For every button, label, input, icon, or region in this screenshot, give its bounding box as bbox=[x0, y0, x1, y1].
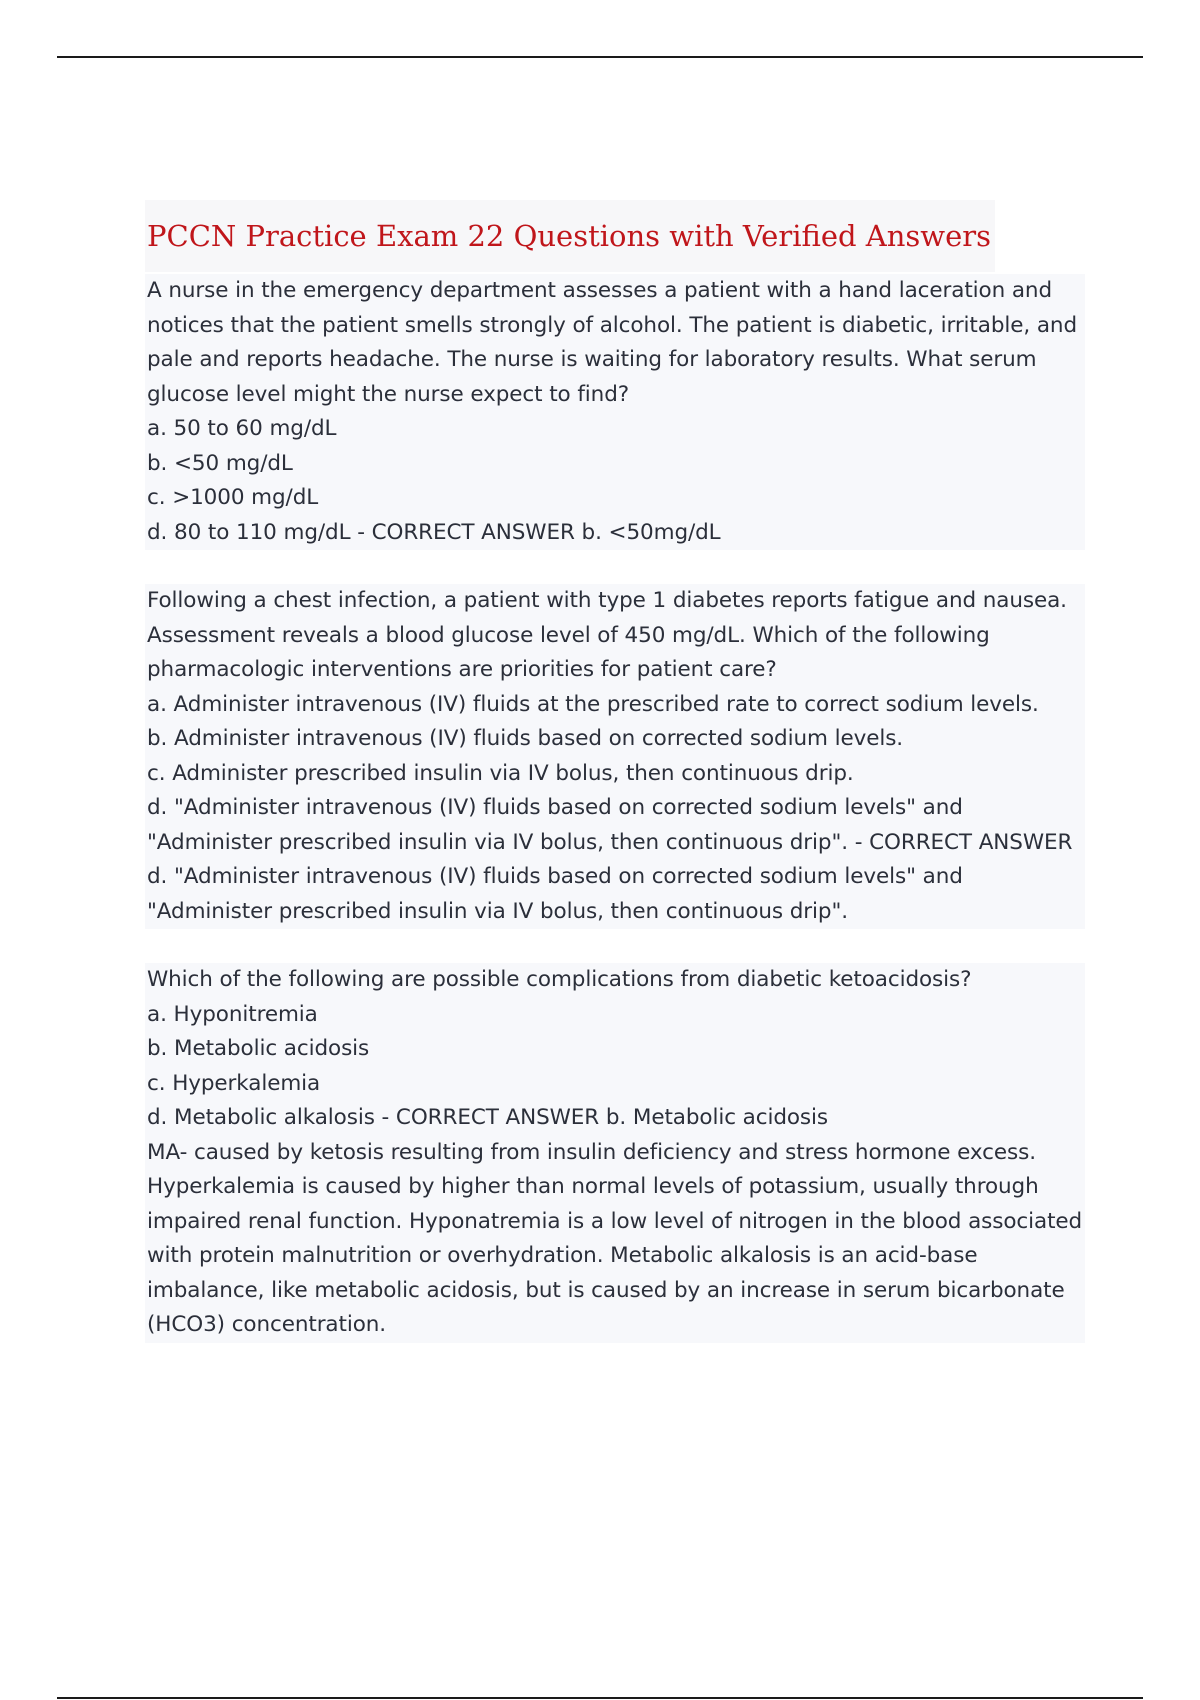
question-stem: A nurse in the emergency department assesses a patient with a hand laceration and notices that the patient smells strongly of alcohol. The patient is diabetic, irritable, and pale and reports headache. The nurse is waiting for laboratory results. What serum glucose level might the nurse expect to find? bbox=[147, 278, 1077, 407]
answer-option: a. Administer intravenous (IV) fluids at the prescribed rate to correct sodium levels. bbox=[147, 691, 1039, 717]
document-body bbox=[145, 200, 1085, 1343]
answer-option: b. Metabolic acidosis bbox=[147, 1036, 370, 1061]
answer-option: c. Administer prescribed insulin via IV bolus, then continuous drip. bbox=[147, 760, 854, 786]
answer-option: b. Administer intravenous (IV) fluids based on corrected sodium levels. bbox=[147, 726, 904, 751]
answer-option: b. <50 mg/dL bbox=[147, 450, 293, 476]
question-1 bbox=[145, 274, 1085, 550]
document-title: PCCN Practice Exam 22 Questions with Verified Answers bbox=[145, 200, 995, 272]
answer-option: c. Hyperkalemia bbox=[147, 1070, 321, 1096]
question-stem: Which of the following are possible complications from diabetic ketoacidosis? bbox=[147, 967, 972, 992]
correct-answer-line: d. Metabolic alkalosis - CORRECT ANSWER b. Metabolic acidosis bbox=[147, 1105, 829, 1130]
correct-answer-line: d. "Administer intravenous (IV) fluids based on corrected sodium levels" and "Administer prescribed insulin via IV bolus, then continuous drip". - CORRECT ANSWER d. "Administer intravenous (IV) fluids based on corrected sodium levels" and "Administer prescribed insulin via IV bolus, then continuous drip". bbox=[147, 795, 1073, 924]
answer-option: a. 50 to 60 mg/dL bbox=[147, 416, 337, 441]
question-3 bbox=[145, 963, 1085, 1343]
question-stem: Following a chest infection, a patient with type 1 diabetes reports fatigue and nausea. Assessment reveals a blood glucose level of 450 mg/dL. Which of the following pharmacologic interventions are priorities for patient care? bbox=[147, 588, 1067, 682]
spacer bbox=[145, 929, 1085, 963]
spacer bbox=[145, 550, 1085, 584]
answer-option: a. Hyponitremia bbox=[147, 1001, 318, 1027]
answer-explanation: MA- caused by ketosis resulting from insulin deficiency and stress hormone excess. Hyperkalemia is caused by higher than normal levels of potassium, usually through impaired renal function. Hyponatremia is a low level of nitrogen in the blood associated with protein malnutrition or overhydration. Metabolic alkalosis is an acid-base imbalance, like metabolic acidosis, but is caused by an increase in serum bicarbonate (HCO3) concentration. bbox=[147, 1139, 1083, 1337]
question-2 bbox=[145, 584, 1085, 929]
footer-rule bbox=[57, 1697, 1143, 1699]
answer-option: c. >1000 mg/dL bbox=[147, 485, 319, 510]
correct-answer-line: d. 80 to 110 mg/dL - CORRECT ANSWER b. <50mg/dL bbox=[147, 519, 721, 545]
header-rule bbox=[57, 56, 1143, 58]
